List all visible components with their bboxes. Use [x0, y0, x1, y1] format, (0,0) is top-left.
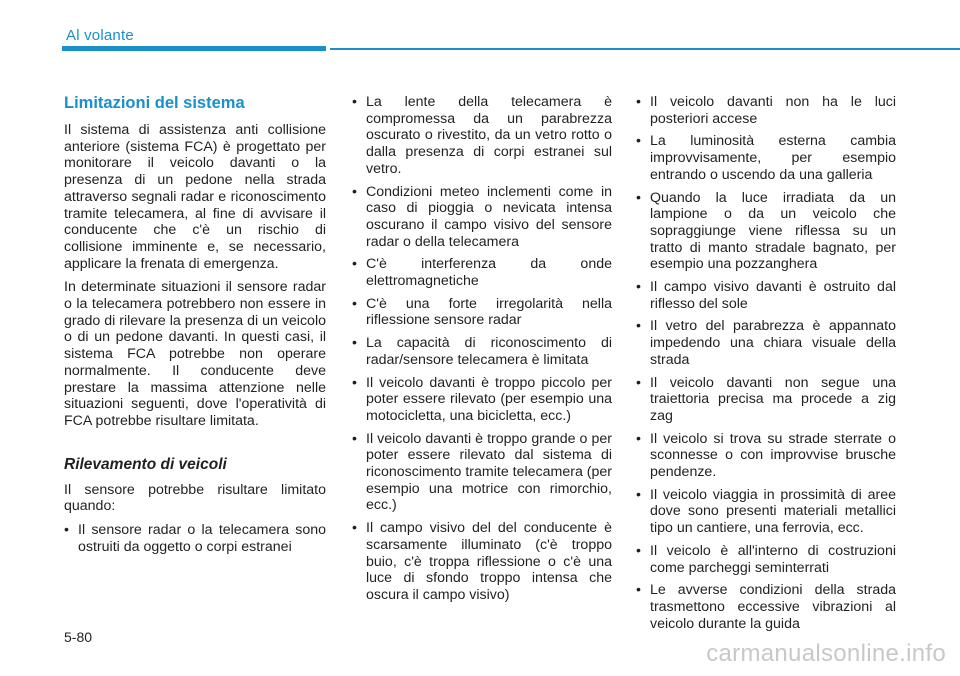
header-rule-thick	[62, 46, 326, 51]
list-item: • Il veicolo viaggia in prossimità di aree dove sono presenti materiali metallici tipo un cantiere, una ferrovia, ecc.	[636, 487, 896, 537]
list-item: • Quando la luce irradiata da un lampione o da un veicolo che sopraggiunge viene riflessa su un tratto di manto stradale bagnato, per esempio una pozzanghera	[636, 190, 896, 274]
list-item: • Il veicolo è all'interno di costruzioni come parcheggi seminterrati	[636, 543, 896, 576]
paragraph: In determinate situazioni il sensore radar o la telecamera potrebbero non essere in grado di rilevare la presenza di un veicolo o di un pedone davanti. In questi casi, il sistema FCA potrebbe non operare normalmente. Il conducente deve prestare la massima attenzione nelle situazioni seguenti, dove l'operatività di FCA potrebbe risultare limitata.	[64, 279, 326, 429]
column-3	[636, 94, 896, 638]
bullet-list	[64, 522, 326, 555]
page-number: 5-80	[64, 629, 93, 645]
list-item: • Il campo visivo davanti è ostruito dal riflesso del sole	[636, 279, 896, 312]
list-item: • Le avverse condizioni della strada trasmettono eccessive vibrazioni al veicolo durante la guida	[636, 582, 896, 632]
column-1	[64, 94, 326, 561]
list-item: • Il veicolo si trova su strade sterrate o sconnesse o con improvvise brusche pendenze.	[636, 431, 896, 481]
list-item: • La lente della telecamera è compromessa da un parabrezza oscurato o rivestito, da un vetro rotto o dalla presenza di corpi estranei sul vetro.	[352, 94, 612, 178]
subsection-heading: Rilevamento di veicoli	[64, 455, 227, 473]
section-heading: Limitazioni del sistema	[64, 94, 245, 112]
list-item: • Il veicolo davanti non ha le luci posteriori accese	[636, 94, 896, 127]
list-item: • La luminosità esterna cambia improvvisamente, per esempio entrando o uscendo da una galleria	[636, 133, 896, 183]
watermark: carmanualsonline.info	[706, 640, 946, 667]
list-item: • Il vetro del parabrezza è appannato impedendo una chiara visuale della strada	[636, 318, 896, 368]
list-item: • Il veicolo davanti è troppo piccolo per poter essere rilevato (per esempio una motocicletta, una bicicletta, ecc.)	[352, 375, 612, 425]
list-item: • La capacità di riconoscimento di radar/sensore telecamera è limitata	[352, 335, 612, 368]
column-2	[352, 94, 612, 610]
bullet-list	[636, 94, 896, 632]
header-rule-thin	[330, 48, 960, 50]
list-item: • Il veicolo davanti non segue una traiettoria precisa ma procede a zig zag	[636, 375, 896, 425]
paragraph: Il sistema di assistenza anti collisione anteriore (sistema FCA) è progettato per monitorare il veicolo davanti o la presenza di un pedone nella strada attraverso segnali radar e riconoscimento tramite telecamera, al fine di avvisare il conducente che c'è un rischio di collisione imminente e, se necessario, applicare la frenata di emergenza.	[64, 122, 326, 272]
list-item: • Il campo visivo del del conducente è scarsamente illuminato (c'è troppo buio, c'è troppa riflessione o c'è una luce di sfondo troppo intensa che oscura il campo visivo)	[352, 520, 612, 604]
bullet-list	[352, 94, 612, 604]
list-item: • Il veicolo davanti è troppo grande o per poter essere rilevato dal sistema di riconoscimento tramite telecamera (per esempio una motrice con rimorchio, ecc.)	[352, 431, 612, 515]
list-item: • C'è interferenza da onde elettromagnetiche	[352, 256, 612, 289]
list-item: • C'è una forte irregolarità nella riflessione sensore radar	[352, 296, 612, 329]
section-header: Al volante	[66, 27, 134, 44]
paragraph: Il sensore potrebbe risultare limitato quando:	[64, 481, 326, 515]
list-item: • Condizioni meteo inclementi come in caso di pioggia o nevicata intensa oscurano il campo visivo del sensore radar o della telecamera	[352, 184, 612, 251]
list-item: • Il sensore radar o la telecamera sono ostruiti da oggetto o corpi estranei	[64, 522, 326, 555]
